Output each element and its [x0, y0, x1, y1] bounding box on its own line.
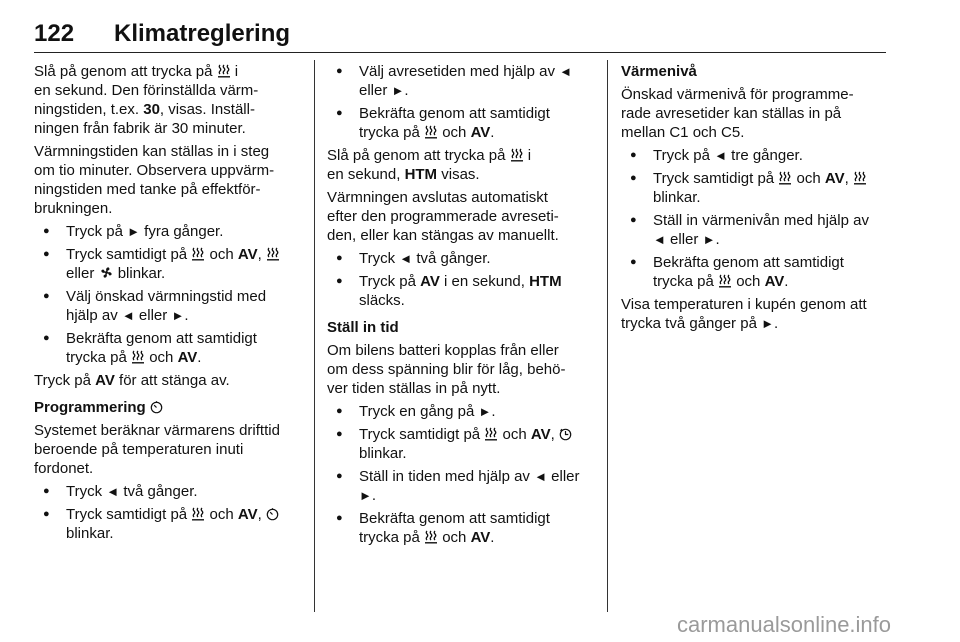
heater-icon: [424, 125, 438, 139]
arrow-right-icon: ►: [127, 224, 140, 239]
list-item: ● Tryck ◄ två gånger.: [34, 482, 302, 501]
arrow-left-icon: ◄: [121, 308, 135, 323]
arrow-right-icon: ►: [171, 308, 185, 323]
arrow-right-icon: ►: [478, 404, 492, 419]
bullet-list: [34, 482, 302, 543]
list-item: ● Tryck samtidigt på och AV, blinkar.: [34, 505, 302, 543]
clock-icon: [559, 428, 572, 441]
fan-icon: [99, 265, 114, 280]
list-item: ● Tryck på ◄ tre gånger.: [621, 146, 893, 165]
heater-icon: [217, 64, 231, 78]
list-item: ● Välj avresetiden med hjälp av ◄ eller ►.: [327, 62, 597, 100]
list-item: ● Bekräfta genom att samtidigt trycka på och AV.: [34, 329, 302, 367]
bullet-list: [621, 146, 893, 291]
heater-icon: [191, 507, 205, 521]
heater-icon: [266, 247, 280, 261]
bullet-list: [327, 249, 597, 310]
list-item: ● Tryck samtidigt på och AV, eller blinkar.: [34, 245, 302, 283]
watermark: carmanualsonline.info: [677, 612, 892, 637]
heater-icon: [424, 530, 438, 544]
arrow-left-icon: ◄: [399, 251, 413, 266]
paragraph: Värmningen avslutas automatiskt efter den programmerade avreseti- den, eller kan stängas av manuellt.: [327, 189, 559, 244]
arrow-right-icon: ►: [391, 83, 405, 98]
list-item: ● Tryck samtidigt på och AV, blinkar.: [621, 169, 893, 207]
arrow-left-icon: ◄: [106, 484, 120, 499]
list-item: ● Bekräfta genom att samtidigt trycka på och AV.: [327, 509, 597, 547]
section-heading: Programmering: [34, 398, 302, 417]
timer-icon: [266, 508, 279, 521]
paragraph: Värmningstiden kan ställas in i steg om tio minuter. Observera uppvärm- ningstiden med tanke på effektför- brukningen.: [34, 143, 275, 217]
heater-icon: [853, 171, 867, 185]
arrow-left-icon: ◄: [714, 148, 727, 163]
list-item: ● Bekräfta genom att samtidigt trycka på och AV.: [621, 253, 893, 291]
arrow-left-icon: ◄: [559, 64, 572, 79]
heater-icon: [191, 247, 205, 261]
column-divider: [314, 60, 315, 612]
page-number: 122: [34, 20, 75, 47]
paragraph: Systemet beräknar värmarens drifttid beroende på temperaturen inuti fordonet.: [34, 422, 280, 477]
column-2: [327, 62, 597, 551]
list-item: ● Tryck ◄ två gånger.: [327, 249, 597, 268]
paragraph: Slå på genom att trycka på i en sekund, HTM visas.: [327, 147, 532, 183]
paragraph: Tryck på AV för att stänga av.: [34, 372, 230, 389]
list-item: ● Tryck på AV i en sekund, HTM släcks.: [327, 272, 597, 310]
heater-icon: [778, 171, 792, 185]
list-item: ● Bekräfta genom att samtidigt trycka på och AV.: [327, 104, 597, 142]
heater-icon: [718, 274, 732, 288]
paragraph: Önskad värmenivå för programme- rade avresetider kan ställas in på mellan C1 och C5.: [621, 86, 854, 141]
paragraph: Slå på genom att trycka på i en sekund. Den förinställda värm- ningstiden, t.ex. 30, visas. Inställ- ningen från fabrik är 30 minuter.: [34, 63, 259, 137]
column-3: [621, 62, 893, 337]
bullet-list: [327, 402, 597, 547]
arrow-right-icon: ►: [702, 232, 716, 247]
column-1: [34, 62, 302, 547]
section-heading: Värmenivå: [621, 63, 697, 80]
list-item: ● Tryck på ► fyra gånger.: [34, 222, 302, 241]
list-item: ● Tryck samtidigt på och AV, blinkar.: [327, 425, 597, 463]
list-item: ● Välj önskad värmningstid med hjälp av ◄ eller ►.: [34, 287, 302, 325]
arrow-left-icon: ◄: [653, 232, 666, 247]
section-heading: Ställ in tid: [327, 319, 399, 336]
paragraph: Visa temperaturen i kupén genom att trycka två gånger på ►.: [621, 296, 867, 332]
list-item: ● Tryck en gång på ►.: [327, 402, 597, 421]
bullet-list: [327, 62, 597, 142]
timer-icon: [150, 401, 163, 414]
heater-icon: [510, 148, 524, 162]
chapter-title: Klimatreglering: [114, 20, 291, 47]
arrow-left-icon: ◄: [534, 469, 547, 484]
arrow-right-icon: ►: [359, 488, 372, 503]
list-item: ● Ställ in värmenivån med hjälp av ◄ eller ►.: [621, 211, 893, 249]
paragraph: Om bilens batteri kopplas från eller om dess spänning blir för låg, behö- ver tiden ställas in på nytt.: [327, 342, 566, 397]
arrow-right-icon: ►: [761, 316, 774, 331]
heater-icon: [131, 350, 145, 364]
column-divider: [607, 60, 608, 612]
list-item: ● Ställ in tiden med hjälp av ◄ eller ►.: [327, 467, 597, 505]
heater-icon: [484, 427, 498, 441]
page-header: [34, 6, 886, 53]
bullet-list: [34, 222, 302, 367]
